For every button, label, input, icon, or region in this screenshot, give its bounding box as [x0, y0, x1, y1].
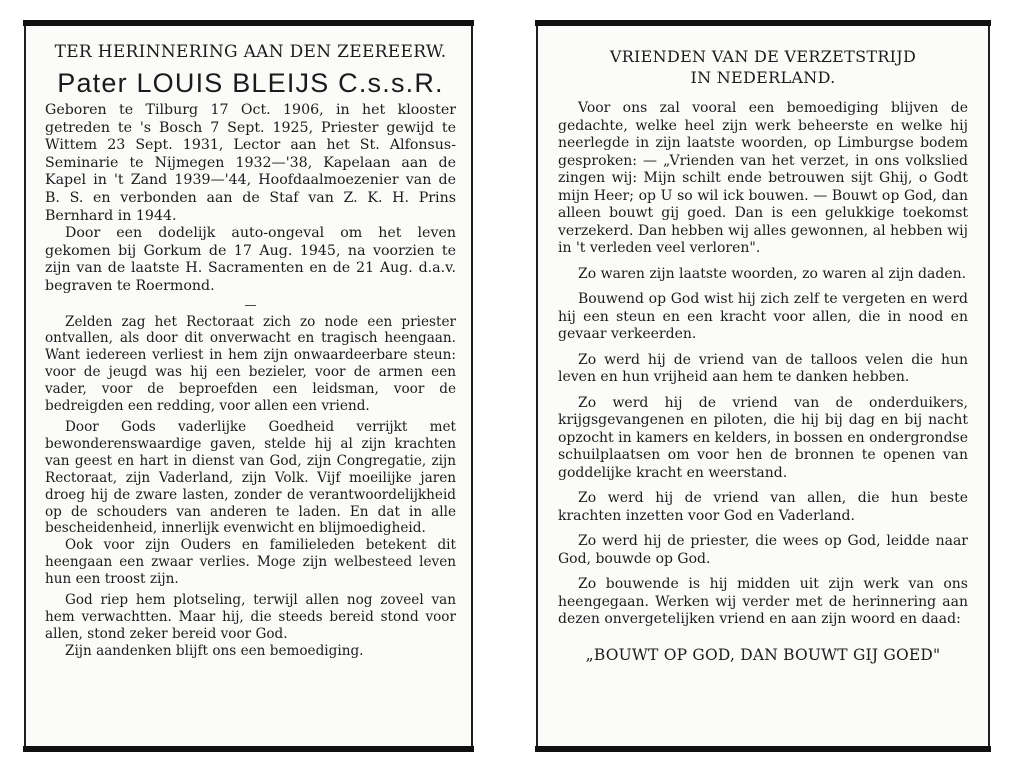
- right-panel-content: [558, 46, 968, 665]
- biography-paragraph: Geboren te Tilburg 17 Oct. 1906, in het klooster getreden te 's Bosch 7 Sept. 1925, Priester gewijd te Wittem 23 Sept. 1931, Lector aan het St. Alfonsus-Seminarie te Nijmegen 1932—'38, Kapelaan aan de Kapel in 't Zand 1939—'44, Hoofdaalmoezenier van de B. S. en verbonden aan de Staf van Z. K. H. Prins Bernhard in 1944.: [45, 102, 456, 224]
- top-border-rule: [23, 20, 474, 26]
- eulogy-paragraph: Door Gods vaderlijke Goedheid verrijkt met bewonderenswaardige gaven, stelde hij al zijn krachten van geest en hart in dienst van God, zijn Congregatie, zijn Rectoraat, zijn Vaderland, zijn Volk. Vijf moeilijke jaren droeg hij de zware lasten, zonder de verantwoordelijkheid op de schouders van anderen te laden. En dat in alle bescheidenheid, innerlijk evenwicht en blijmoedigheid.: [45, 418, 456, 537]
- closing-motto: „BOUWT OP GOD, DAN BOUWT GIJ GOED": [585, 645, 941, 664]
- tribute-paragraph: Zo werd hij de vriend van allen, die hun beste krachten inzetten voor God en Vaderland.: [558, 490, 968, 524]
- tribute-paragraph: Zo werd hij de vriend van de talloos velen die hun leven en hun vrijheid aan hem te danken hebben.: [558, 351, 968, 385]
- bottom-border-rule: [535, 746, 991, 752]
- tribute-paragraph: Zo bouwende is hij midden uit zijn werk van ons heengegaan. Werken wij verder met de herinnering aan dezen onvergetelijken vriend en aan zijn woord en daad:: [558, 576, 968, 627]
- tribute-paragraph: Zo waren zijn laatste woorden, zo waren al zijn daden.: [578, 265, 967, 282]
- eulogy-paragraph: Zelden zag het Rectoraat zich zo node een priester ontvallen, als door dit onverwacht en tragisch heengaan. Want iedereen verliest in hem zijn onwaardeerbare steun: voor de jeugd was hij een bezieler, voor de armen een vader, voor de beproefden een leidsman, voor de bedreigden een redding, voor allen een vriend.: [45, 313, 456, 415]
- section-separator: —: [244, 297, 257, 312]
- tribute-paragraph: Voor ons zal vooral een bemoediging blijven de gedachte, welke heel zijn werk beheerste en welke hij neerlegde in zijn laatste woorden, op Limburgse bodem gesproken: — „Vrienden van het verzet, in ons volkslied zingen wij: Mijn schilt ende betrouwen sijt Ghij, o Godt mijn Heer; op U so wil ick bouwen. — Bouwt op God, dan alleen bouwt gij goed. Dan is een gelukkige toekomst verzekerd. Dan hebben wij alles gewonnen, al hebben wij in 't verleden veel verloren".: [558, 100, 968, 256]
- eulogy-paragraph: Ook voor zijn Ouders en familieleden betekent dit heengaan een zwaar verlies. Moge zijn welbesteed leven hun een troost zijn.: [45, 537, 456, 588]
- eulogy-paragraph: God riep hem plotseling, terwijl allen nog zoveel van hem verwachtten. Maar hij, die steeds bereid stond voor allen, stond zeker bereid voor God.: [45, 592, 456, 642]
- biography-paragraph: Door een dodelijk auto-ongeval om het leven gekomen bij Gorkum de 17 Aug. 1945, na voorzien te zijn van de laatste H. Sacramenten en de 21 Aug. d.a.v. begraven te Roermond.: [45, 225, 456, 294]
- remembrance-heading: TER HERINNERING AAN DEN ZEEREERW.: [54, 42, 447, 62]
- tribute-paragraph: Bouwend op God wist hij zich zelf te vergeten en werd hij een steun en een kracht voor allen, die in nood en gevaar verkeerden.: [558, 291, 968, 342]
- biography: [45, 102, 456, 296]
- tribute-paragraph: Zo werd hij de vriend van de onderduikers, krijgsgevangenen en piloten, die hij bij dag en bij nacht opzocht in kamers en kelders, in bossen en ondergrondse schuilplaatsen om voor hen de bronnen te openen van goddelijke kracht en weerstand.: [558, 394, 968, 481]
- tribute-text: [558, 100, 968, 629]
- bottom-border-rule: [23, 746, 474, 752]
- heading-line: VRIENDEN VAN DE VERZETSTRIJD: [609, 47, 917, 66]
- left-panel-content: [45, 42, 456, 660]
- deceased-name: Pater LOUIS BLEIJS C.s.s.R.: [57, 68, 444, 98]
- eulogy-paragraph: Zijn aandenken blijft ons een bemoediging.: [65, 642, 364, 659]
- left-memorial-panel: [24, 22, 473, 750]
- tribute-paragraph: Zo werd hij de priester, die wees op God, leidde naar God, bouwde op God.: [558, 533, 968, 567]
- heading-line: IN NEDERLAND.: [690, 68, 836, 87]
- right-memorial-panel: [536, 22, 990, 750]
- eulogy: [45, 314, 456, 660]
- top-border-rule: [535, 20, 991, 26]
- resistance-heading: [558, 46, 968, 88]
